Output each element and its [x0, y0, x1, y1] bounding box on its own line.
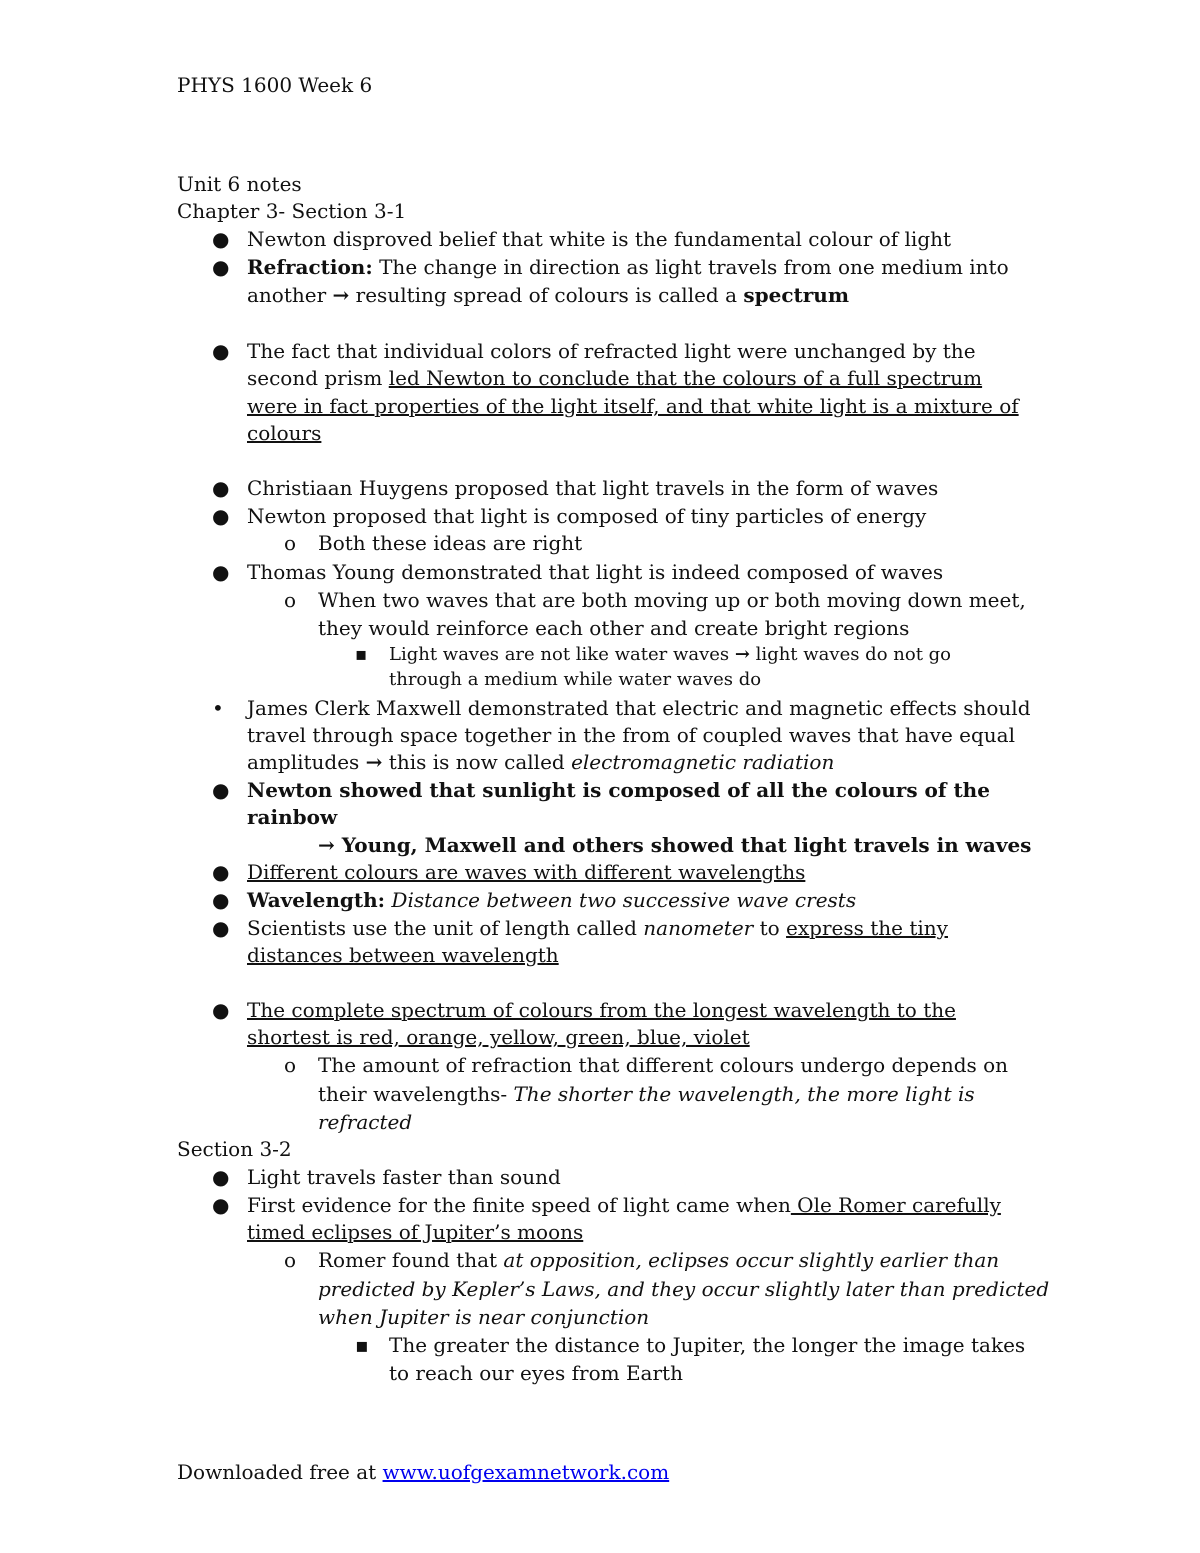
footer-text: Downloaded free at — [177, 1460, 383, 1484]
list-item-text: resulting spread of colours is called a — [349, 283, 744, 307]
underlined-text: colours — [247, 421, 322, 445]
bullet-icon: ● — [212, 1165, 230, 1189]
square-bullet-icon: ▪ — [355, 1333, 369, 1357]
sub-list-item-continuation — [318, 1080, 975, 1108]
list-item: Christiaan Huygens proposed that light travels in the form of waves — [247, 476, 939, 500]
list-item-text: their wavelengths- — [318, 1082, 514, 1106]
list-item-text: First evidence for the finite speed of light came when — [247, 1193, 791, 1217]
italic-text: refracted — [318, 1110, 413, 1134]
list-item-text: Light waves are not like water waves — [389, 644, 735, 665]
section-heading: Section 3-2 — [177, 1137, 292, 1161]
unit-title: Unit 6 notes — [177, 172, 302, 196]
sub-list-item: When two waves that are both moving up or both moving down meet, — [318, 588, 1026, 612]
bullet-icon: ● — [212, 560, 230, 584]
bullet-icon: ● — [212, 860, 230, 884]
term-refraction: Refraction: — [247, 255, 373, 279]
underlined-text: shortest is red, orange, yellow, green, blue, violet — [247, 1025, 750, 1049]
bullet-icon: ● — [212, 1193, 230, 1217]
list-item-text: The change in direction as light travels from one medium into — [372, 255, 1009, 279]
list-item: Light travels faster than sound — [247, 1165, 561, 1189]
underlined-text: distances between wavelength — [247, 943, 559, 967]
italic-text: electromagnetic radiation — [571, 750, 835, 774]
page-footer — [177, 1458, 669, 1486]
italic-text: at opposition, eclipses occur slightly earlier than — [503, 1248, 1000, 1272]
sub-list-item — [318, 1246, 999, 1274]
list-item-text: light waves do not go — [749, 644, 952, 665]
underlined-text: timed eclipses of Jupiter’s moons — [247, 1220, 584, 1244]
arrow-icon: → — [332, 283, 350, 307]
sub-sub-list-item-continuation: to reach our eyes from Earth — [389, 1361, 683, 1385]
italic-text: The shorter the wavelength, the more light is — [513, 1082, 975, 1106]
list-item — [247, 886, 856, 914]
list-item: The complete spectrum of colours from the longest wavelength to the — [247, 998, 956, 1022]
bullet-icon: ● — [212, 339, 230, 363]
list-item-continuation — [247, 748, 834, 776]
italic-text: predicted by Kepler’s Laws, and they occur slightly later than predicted — [318, 1277, 1050, 1301]
list-item-continuation — [247, 364, 982, 392]
list-item: The fact that individual colors of refracted light were unchanged by the — [247, 339, 976, 363]
list-item: James Clerk Maxwell demonstrated that electric and magnetic effects should — [247, 696, 1031, 720]
arrow-icon: → — [734, 644, 750, 665]
list-item-text: Scientists use the unit of length called — [247, 916, 644, 940]
list-item-continuation — [318, 831, 1031, 859]
bullet-icon: ● — [212, 916, 230, 940]
term-spectrum: spectrum — [743, 283, 849, 307]
list-item-text: Young, Maxwell and others showed that light travels in waves — [334, 833, 1032, 857]
bullet-icon: • — [212, 696, 224, 720]
list-item-text: second prism — [247, 366, 389, 390]
footer-link[interactable]: www.uofgexamnetwork.com — [382, 1460, 670, 1484]
bullet-icon: ● — [212, 778, 230, 802]
list-item-continuation — [247, 281, 849, 309]
bullet-icon: ● — [212, 255, 230, 279]
italic-text: when Jupiter is near conjunction — [318, 1305, 650, 1329]
list-item: Different colours are waves with different wavelengths — [247, 860, 806, 884]
list-item: Newton proposed that light is composed of tiny particles of energy — [247, 504, 927, 528]
sub-bullet-icon: o — [284, 1248, 297, 1272]
list-item-text: to — [753, 916, 787, 940]
list-item: Newton disproved belief that white is the fundamental colour of light — [247, 227, 952, 251]
underlined-text: Ole Romer carefully — [790, 1193, 1001, 1217]
list-item — [247, 1191, 1001, 1219]
list-item: Thomas Young demonstrated that light is indeed composed of waves — [247, 560, 944, 584]
list-item — [247, 914, 948, 942]
bullet-icon: ● — [212, 888, 230, 912]
italic-text: nanometer — [643, 916, 754, 940]
list-item-text: another — [247, 283, 333, 307]
sub-list-item: Both these ideas are right — [318, 531, 583, 555]
sub-sub-list-item — [389, 642, 951, 667]
chapter-heading: Chapter 3- Section 3-1 — [177, 199, 407, 223]
square-bullet-icon: ▪ — [355, 644, 368, 665]
italic-text: Distance between two successive wave crests — [385, 888, 857, 912]
sub-list-item: The amount of refraction that different colours undergo depends on — [318, 1053, 1009, 1077]
underlined-text: express the tiny — [786, 916, 948, 940]
underlined-text: were in fact properties of the light itself, and that white light is a mixture of — [247, 394, 1019, 418]
bullet-icon: ● — [212, 476, 230, 500]
list-item: Newton showed that sunlight is composed of all the colours of the — [247, 778, 990, 802]
sub-bullet-icon: o — [284, 1053, 297, 1077]
term-wavelength: Wavelength: — [247, 888, 386, 912]
list-item — [247, 253, 1009, 281]
sub-sub-list-item-continuation: through a medium while water waves do — [389, 669, 762, 690]
list-item-continuation: travel through space together in the from of coupled waves that have equal — [247, 723, 1015, 747]
sub-bullet-icon: o — [284, 531, 297, 555]
list-item-text: Romer found that — [318, 1248, 504, 1272]
underlined-text: led Newton to conclude that the colours of a full spectrum — [388, 366, 983, 390]
list-item-text: amplitudes — [247, 750, 366, 774]
sub-sub-list-item: The greater the distance to Jupiter, the longer the image takes — [389, 1333, 1026, 1357]
bullet-icon: ● — [212, 998, 230, 1022]
arrow-icon: → — [318, 833, 335, 857]
sub-list-item-continuation: they would reinforce each other and create bright regions — [318, 616, 910, 640]
page-header: PHYS 1600 Week 6 — [177, 73, 373, 97]
arrow-icon: → — [365, 750, 383, 774]
sub-bullet-icon: o — [284, 588, 297, 612]
list-item-continuation: rainbow — [247, 805, 338, 829]
list-item-text: this is now called — [382, 750, 572, 774]
bullet-icon: ● — [212, 227, 230, 251]
bullet-icon: ● — [212, 504, 230, 528]
